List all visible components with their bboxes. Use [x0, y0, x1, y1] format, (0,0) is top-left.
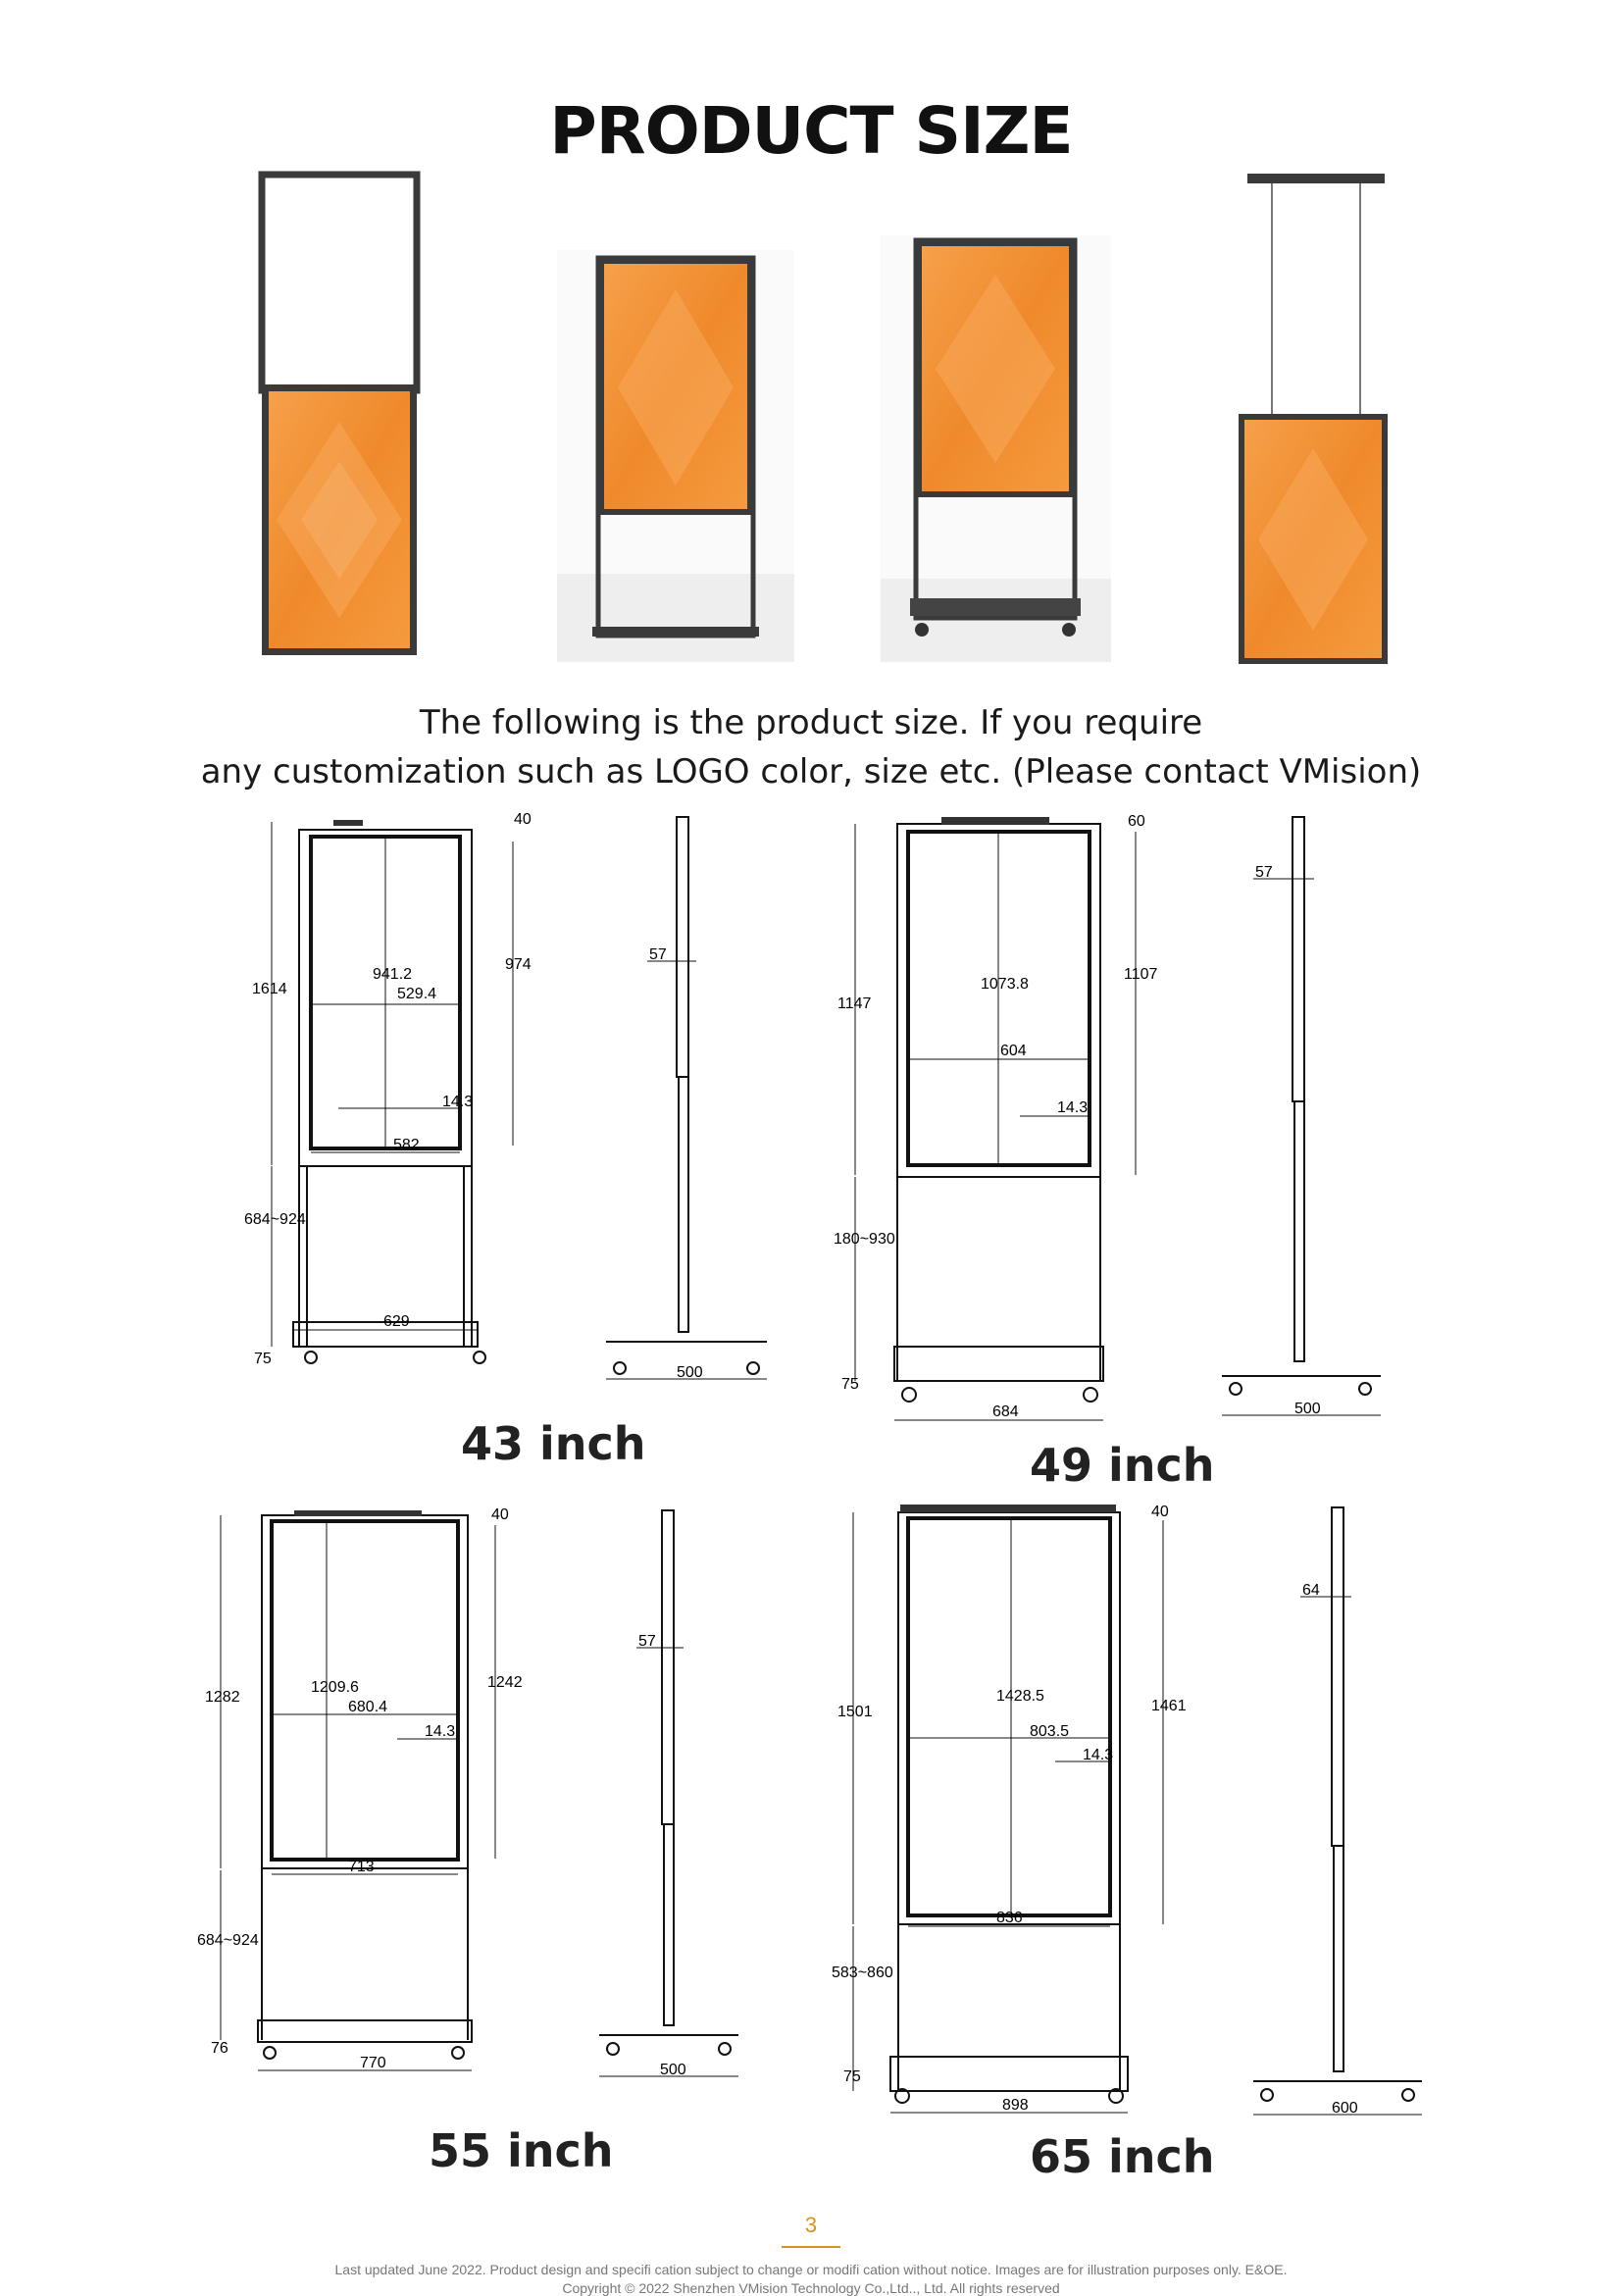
intro-line-2: any customization such as LOGO color, size etc. (Please contact VMision): [200, 752, 1422, 791]
dim-depth: 64: [1302, 1582, 1320, 1599]
dim-diag: 1428.5: [996, 1688, 1044, 1705]
dim-cabinet-w: 836: [996, 1910, 1023, 1926]
dim-wheel-h: 76: [211, 2040, 228, 2057]
dim-base-range: 180~930: [834, 1231, 895, 1248]
drawing-43-front: [244, 811, 532, 1383]
dim-screen-h: 1461: [1151, 1698, 1187, 1714]
dim-wheel-h: 75: [843, 2068, 861, 2085]
dim-diag: 941.2: [373, 966, 413, 983]
dim-bezel: 14.3: [1083, 1747, 1114, 1763]
dim-diag: 1073.8: [981, 976, 1029, 993]
dim-depth: 57: [649, 946, 667, 963]
dim-base-w: 629: [383, 1313, 410, 1330]
drawing-55-side: [593, 1505, 750, 2094]
dim-height: 1614: [252, 981, 287, 997]
dim-screen-w: 604: [1000, 1043, 1027, 1059]
dim-bezel: 14.3: [425, 1723, 456, 1740]
dim-screen-w: 529.4: [397, 986, 437, 1002]
page-number-rule: [782, 2246, 840, 2248]
product-photo-ceiling-swing: [240, 167, 441, 662]
dim-wheel-h: 75: [254, 1351, 272, 1367]
size-label-55: 55 inch: [429, 2124, 614, 2177]
dim-height: 1282: [205, 1689, 240, 1706]
footer-disclaimer: Last updated June 2022. Product design and specifi cation subject to change or modifi cation without notice. Images are for illustration purposes only. E&OE.: [334, 2262, 1288, 2277]
dim-wheel-h: 75: [841, 1376, 859, 1393]
drawing-65-front: [832, 1503, 1185, 2120]
dim-base-w: 684: [992, 1403, 1019, 1420]
dim-top: 40: [514, 811, 532, 828]
product-photo-mobile-stand: [881, 235, 1111, 662]
dim-top: 40: [1151, 1504, 1169, 1520]
intro-line-1: The following is the product size. If you require: [419, 703, 1203, 742]
drawing-55-front: [197, 1505, 525, 2094]
dim-depth: 57: [1255, 864, 1273, 881]
dim-foot-w: 500: [660, 2062, 686, 2078]
footer-copyright: Copyright © 2022 Shenzhen VMision Technology Co.,Ltd.., Ltd. All rights reserved: [562, 2280, 1060, 2296]
page-title: PRODUCT SIZE: [549, 93, 1073, 169]
dim-screen-h: 1107: [1124, 966, 1158, 983]
dim-bezel: 14.3: [442, 1094, 474, 1110]
dim-base-range: 684~924: [244, 1211, 306, 1228]
dim-screen-h: 974: [505, 956, 532, 973]
size-label-65: 65 inch: [1030, 2130, 1215, 2183]
product-photo-ceiling-hanging: [1231, 169, 1393, 669]
dim-screen-w: 680.4: [348, 1699, 388, 1715]
dim-depth: 57: [638, 1633, 656, 1650]
dim-top: 60: [1128, 813, 1145, 830]
dim-screen-w: 803.5: [1030, 1723, 1070, 1740]
dim-base-range: 684~924: [197, 1932, 259, 1949]
drawing-49-side: [1216, 812, 1388, 1425]
size-label-49: 49 inch: [1030, 1439, 1215, 1492]
size-label-43: 43 inch: [461, 1417, 646, 1470]
dim-height: 1501: [837, 1704, 873, 1720]
dim-foot-w: 600: [1332, 2100, 1358, 2117]
dim-base-range: 583~860: [832, 1964, 893, 1981]
dim-screen-h: 1242: [487, 1674, 523, 1691]
page-number: 3: [804, 2213, 818, 2237]
dim-foot-w: 500: [1294, 1401, 1321, 1417]
dim-foot-w: 500: [677, 1364, 703, 1381]
dim-base-w: 898: [1002, 2097, 1029, 2114]
product-photo-floor-stand: [557, 250, 794, 662]
drawing-49-front: [834, 812, 1157, 1425]
dim-diag: 1209.6: [311, 1679, 359, 1696]
drawing-65-side: [1245, 1503, 1427, 2120]
dim-cabinet-w: 713: [348, 1859, 375, 1875]
drawing-43-side: [598, 812, 775, 1383]
dim-bezel: 14.3: [1057, 1099, 1089, 1116]
dim-height: 1147: [837, 995, 872, 1012]
dim-top: 40: [491, 1506, 509, 1523]
dim-cabinet-w: 582: [393, 1137, 420, 1153]
dim-base-w: 770: [360, 2055, 386, 2071]
